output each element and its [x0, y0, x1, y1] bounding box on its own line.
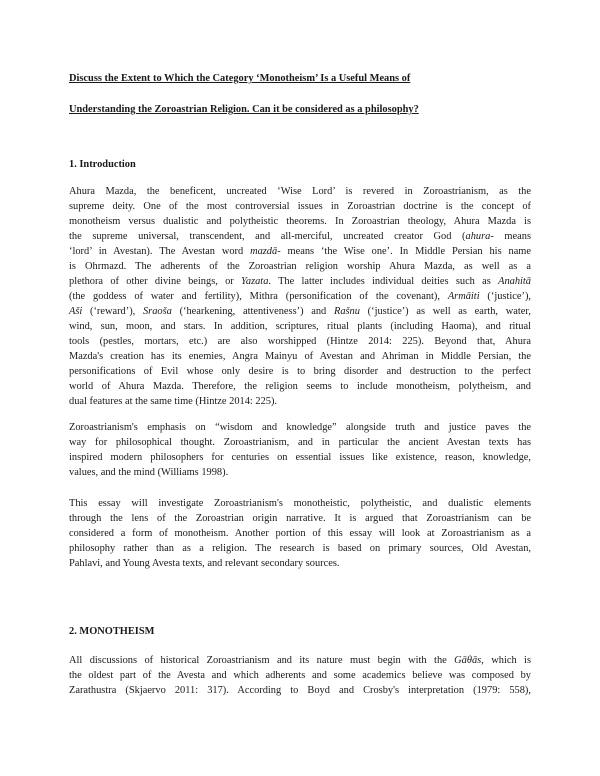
paragraph-line: All discussions of historical Zoroastrianism and its nature must begin with the Gāθās, which is — [69, 655, 531, 666]
paragraph-line: world of Ahura Mazda. Therefore, the religion seems to include monotheism, polytheism, and — [69, 381, 531, 392]
paragraph-line: supreme deity. One of the most controversial issues in Zoroastrian doctrine is the concept of — [69, 201, 531, 212]
title-line-2: Understanding the Zoroastrian Religion. Can it be considered as a philosophy? — [69, 104, 419, 115]
paragraph-line: Aši (‘reward’), Sraoša (‘hearkening, attentiveness’) and Rašnu (‘justice’) as well as earth, water, — [69, 306, 531, 317]
paragraph-line: dual features at the same time (Hintze 2014: 225). — [69, 396, 278, 407]
paragraph-line: Ahura Mazda, the beneficent, uncreated ‘Wise Lord’ is revered in Zoroastrianism, as the — [69, 186, 531, 197]
title-line-1: Discuss the Extent to Which the Category ‘Monotheism’ Is a Useful Means of — [69, 73, 411, 84]
paragraph-line: Zarathustra (Skjaervo 2011: 317). According to Boyd and Crosby's interpretation (1979: 558), — [69, 685, 531, 696]
paragraph-line: tools (pestles, mortars, etc.) are also worshipped (Hintze 2014: 225). Beyond that, Ahura — [69, 336, 531, 347]
paragraph-line: the oldest part of the Avesta and which adherents and some academics believe was composed by — [69, 670, 531, 681]
paragraph-line: personifications of Evil whose only desire is to bring disorder and destruction to the perfect — [69, 366, 531, 377]
paragraph-line: Zoroastrianism's emphasis on “wisdom and knowledge” alongside truth and justice paves the — [69, 422, 531, 433]
paragraph-line: way for philosophical thought. Zoroastrianism, and in particular the ancient Avestan texts has — [69, 437, 531, 448]
paragraph-line: wind, sun, moon, and stars. In addition, scriptures, ritual plants (including Haoma), and ritual — [69, 321, 531, 332]
paragraph-line: plethora of other divine beings, or Yazata. The latter includes individual deities such as Anahitā — [69, 276, 531, 287]
paragraph-line: the supreme universal, transcendent, and all-merciful, uncreated creator God (ahura- means — [69, 231, 531, 242]
paragraph-line: (the goddess of water and fertility), Mithra (personification of the covenant), Armāiti (‘justice’), — [69, 291, 531, 302]
paragraph-line: through the lens of the Zoroastrian origin narrative. It is argued that Zoroastrianism can be — [69, 513, 531, 524]
paragraph-line: Pahlavi, and Young Avesta texts, and relevant secondary sources. — [69, 558, 340, 569]
section-heading-introduction: 1. Introduction — [69, 159, 136, 170]
section-heading-monotheism: 2. MONOTHEISM — [69, 626, 155, 637]
paragraph-line: monotheism versus dualistic and polytheistic theorems. In Zoroastrian theology, Ahura Mazda is — [69, 216, 531, 227]
paragraph-line: inspired modern philosophers for centuries on essential issues like existence, reason, knowledge, — [69, 452, 531, 463]
paragraph-line: is Ohrmazd. The adherents of the Zoroastrian religion worship Ahura Mazda, as well as a — [69, 261, 531, 272]
paragraph-line: values, and the mind (Williams 1998). — [69, 467, 229, 478]
paragraph-line: philosophy rather than as a religion. The research is based on primary sources, Old Avestan, — [69, 543, 531, 554]
paragraph-line: Mazda's creation has its enemies, Angra Mainyu of Avestan and Ahriman in Middle Persian, the — [69, 351, 531, 362]
paragraph-line: considered a form of monotheism. Another portion of this essay will look at Zoroastrianism as a — [69, 528, 531, 539]
paragraph-line: This essay will investigate Zoroastrianism's monotheistic, polytheistic, and dualistic elements — [69, 498, 531, 509]
paragraph-line: ‘lord’ in Avestan). The Avestan word mazdā- means ‘the Wise one’. In Middle Persian his name — [69, 246, 531, 257]
